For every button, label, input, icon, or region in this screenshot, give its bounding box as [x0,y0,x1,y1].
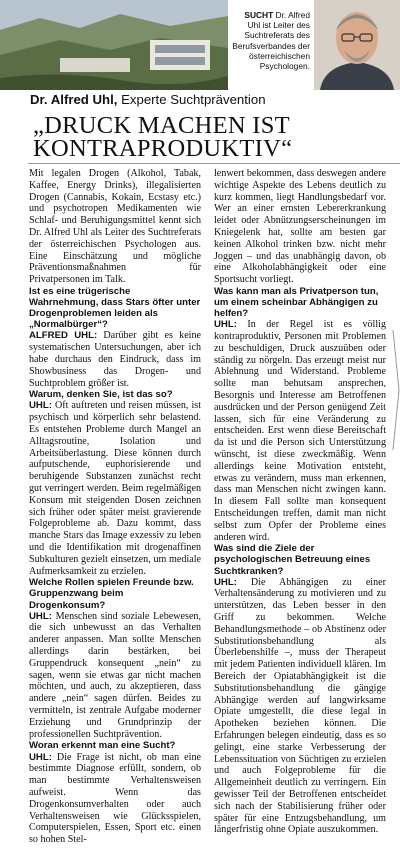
answer-5 [214,319,386,543]
photo-caption [232,10,310,71]
answer-label: UHL: [29,751,52,763]
answer-2 [29,400,201,577]
caption-text: Dr. Alfred Uhl ist Leiter des Suchtreferats des Berufsverbandes der österreichischen Psychologen. [232,10,310,72]
answer-text: Oft auftreten und reisen müssen, ist psychisch und körperlich sehr belastend. Es entstehen Probleme durch Mangel an Alltagsroutine, Isolation und Arbeitsüberlastung. Diese können durch aufputschende, euphorisierende und beruhigende Substanzen zunächst recht gut verringert werden. Beim regelmäßigen Konsum mit steigenden Dosen zeichnen sich früher oder später meist gravierende Folgeprobleme ab. Dazu kommt, dass manche Stars das Image exzessiv zu leben und die Identifikation mit drogenaffinen Subkulturen gezielt einsetzen, um mediale Aufmerksamkeit zu erzielen. [29,400,201,577]
question-5: Was kann man als Privatperson tun, um einem scheinbar Abhängigen zu helfen? [214,285,379,320]
portrait-photo [314,0,400,90]
answer-4 [29,752,201,846]
decorative-bracket [392,330,400,450]
continued-paragraph: lenwert bekommen, dass deswegen andere wichtige Aspekte des Lebens deutlich zu kurz kommen, liegt Handlungsbedarf vor. Wer an einer ernsten Lebererkrankung leidet oder Abnützungserscheinungen im Kniegelenk hat, sollte am besten gar keinen Alkohol trinken bzw. nicht mehr Joggen – und das unabhängig davon, ob eine Alkoholabhängigkeit oder eine Sportsucht vorliegt. [214,168,386,286]
intro-paragraph: Mit legalen Drogen (Alkohol, Tabak, Kaffee, Energy Drinks), illegalisierten Drogen (Cannabis, Kokain, Ecstasy etc.) und psychotropen Medikamenten wie Schlaf- und Beruhigungsmittel kennt sich Dr. Alfred Uhl als Leiter des Suchtreferats der österreichischen Psychologen aus. Eine Einschätzung und mögliche Präventionsmaßnahmen für Privatpersonen im Talk. [29,168,201,286]
answer-text: Die Frage ist nicht, ob man eine bestimmte Diagnose erfüllt, sondern, ob man bestimmte Verhaltensweisen aufweist. Wenn das Drogenkonsumverhalten oder auch Verhaltensweisen wie Glücksspielen, Computerspielen, Essen, Sport etc. einen so hohen Stel- [29,751,201,846]
question-6: Was sind die Ziele der psychologischen Betreuung eines Suchtkranken? [214,543,371,577]
answer-label: UHL: [29,400,52,412]
article-column-2 [214,168,386,836]
expert-role: Experte Suchtprävention [121,92,266,107]
answer-1 [29,330,201,389]
question-3: Welche Rollen spielen Freunde bzw. Gruppenzwang beim Drogenkonsum? [29,577,194,611]
expert-name: Dr. Alfred Uhl, [30,92,118,107]
article-heading [30,92,400,108]
answer-label: UHL: [214,319,237,331]
answer-3 [29,611,201,741]
answer-text: Darüber gibt es keine systematischen Untersuchungen, aber ich habe durchaus den Eindruck, dass im Showbusiness das Drogen- und Suchtproblem größer ist. [29,330,202,389]
question-1: Ist es eine trügerische Wahrnehmung, dass Stars öfter unter Drogenproblemen leiden als „Normalbürger“? [29,285,201,331]
answer-label: UHL: [214,576,237,588]
landscape-photo [0,0,228,90]
answer-text: In der Regel ist es völlig kontraproduktiv, Personen mit Problemen zu beschuldigen, Druck auszuüben oder ständig zu nörgeln. Das erzeugt meist nur Ablehnung und Widerstand. Probleme sollte man behutsam ansprechen, Besorgnis und Interesse am Betroffenen ausdrücken und der Person genügend Zeit lassen, sich für eine Veränderung zu entscheiden. Erst wenn diese Bereitschaft da ist und die Person sich Unterstützung wünscht, ist diese zweckmäßig. Wenn allerdings keine Motivation entsteht, etwas zu verändern, muss man erkennen, dass man Menschen nicht zwingen kann. In diesem Fall sollte man konsequent Entscheidungen treffen, damit man nicht selbst zum Opfer der Probleme eines anderen wird. [214,319,386,543]
headline: „DRUCK MACHEN IST KONTRAPRODUKTIV“ [33,112,293,162]
answer-text: Die Abhängigen zu einer Verhaltensänderung zu motivieren und zu unterstützen, das Leben besser in den Griff zu bekommen. Welche Behandlungsmethode – ob Abstinenz oder Substitutionsbehandlung als Überlebenshilfe –, muss der Therapeut mit jedem Patienten individuell klären. Im Bereich der Opiatabhängigkeit ist die Substitutionsbehandlung die gängige Abhängige werden auf langwirksame Opiate umgestellt, die diese legal in Apotheken beziehen können. Die Erfahrungen belegen eindeutig, dass es so gelingt, eine starke Verbesserung der Lebenssituation von Süchtigen zu erzielen und auch Folgeprobleme für die Allgemeinheit deutlich zu verringern. Ein gewisser Teil der Betroffenen entscheidet sich nach der Stabilisierung früher oder später für eine Entzugsbehandlung, um längerfristig ohne Opiate auszukommen. [214,576,386,836]
answer-6 [214,577,386,837]
answer-label: ALFRED UHL: [29,330,98,342]
divider [28,163,400,164]
answer-label: UHL: [29,610,52,622]
question-4: Woran erkennt man eine Sucht? [29,740,176,752]
caption-lead: SUCHT [244,10,274,20]
article-column-1 [29,168,201,846]
answer-text: Menschen sind soziale Lebewesen, die sich unbewusst an das Verhalten anderer anpassen. Man sollte Menschen allerdings darin bestärken, bei Gruppendruck konsequent „nein“ zu sagen, wenn sie etwas gar nicht machen möchten, und auch, zu akzeptieren, dass andere „nein“ sagen dürfen. Beides zu vermitteln, ist zentrale Aufgabe moderner Erziehung und Grundprinzip der professionellen Suchtprävention. [29,610,201,740]
question-2: Warum, denken Sie, ist das so? [29,389,173,401]
